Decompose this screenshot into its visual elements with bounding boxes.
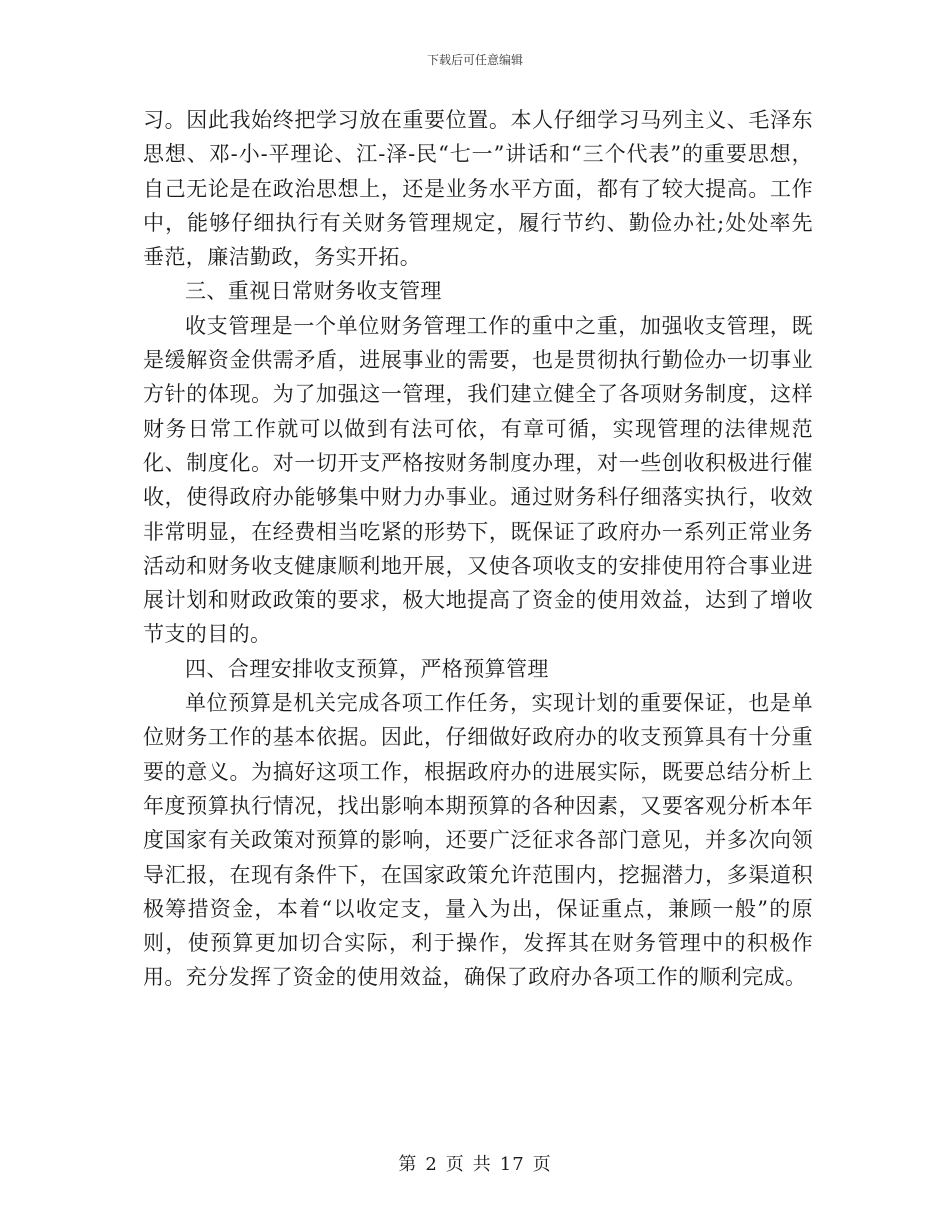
section-heading-3: 三、重视日常财务收支管理 bbox=[185, 279, 442, 304]
paragraph-income-expense: 收支管理是一个单位财务管理工作的重中之重，加强收支管理，既是缓解资金供需矛盾，进展事业的需要，也是贯彻执行勤俭办一切事业方针的体现。为了加强这一管理，我们建立健全了各项财务制度，这样财务日常工作就可以做到有法可依，有章可循，实现管理的法律规范化、制度化。对一切开支严格按财务制度办理，对一些创收积极进行催收，使得政府办能够集中财力办事业。通过财务科仔细落实执行，收效非常明显，在经费相当吃紧的形势下，既保证了政府办一系列正常业务活动和财务收支健康顺利地开展，又使各项收支的安排使用符合事业进展计划和财政政策的要求，极大地提高了资金的使用效益，达到了增收节支的目的。 bbox=[143, 313, 813, 647]
paragraph-budget: 单位预算是机关完成各项工作任务，实现计划的重要保证，也是单位财务工作的基本依据。因此，仔细做好政府办的收支预算具有十分重要的意义。为搞好这项工作，根据政府办的进展实际，既要总结分析上年度预算执行情况，找出影响本期预算的各种因素，又要客观分析本年度国家有关政策对预算的影响，还要广泛征求各部门意见，并多次向领导汇报，在现有条件下，在国家政策允许范围内，挖掘潜力，多渠道积极筹措资金，本着“以收定支，量入为出，保证重点，兼顾一般”的原则，使预算更加切合实际，利于操作，发挥其在财务管理中的积极作用。充分发挥了资金的使用效益，确保了政府办各项工作的顺利完成。 bbox=[143, 691, 813, 990]
footer-prefix: 第 bbox=[398, 1154, 418, 1175]
paragraph-continuation: 习。因此我始终把学习放在重要位置。本人仔细学习马列主义、毛泽东思想、邓-小-平理论、江-泽-民“七一”讲话和“三个代表”的重要思想，自己无论是在政治思想上，还是业务水平方面，都有了较大提高。工作中，能够仔细执行有关财务管理规定，履行节约、勤俭办社;处处率先垂范，廉洁勤政，务实开拓。 bbox=[143, 108, 813, 270]
section-heading-4: 四、合理安排收支预算，严格预算管理 bbox=[185, 656, 549, 681]
footer-total-word: 共 bbox=[472, 1154, 492, 1175]
document-body bbox=[143, 103, 813, 995]
header-text: 下载后可任意编辑 bbox=[426, 53, 523, 67]
footer-total-pages: 17 bbox=[499, 1154, 525, 1175]
page-header bbox=[0, 52, 950, 68]
page-footer bbox=[0, 1153, 950, 1177]
footer-page-word: 页 bbox=[445, 1154, 465, 1175]
footer-suffix: 页 bbox=[532, 1154, 552, 1175]
footer-current-page: 2 bbox=[425, 1154, 438, 1175]
